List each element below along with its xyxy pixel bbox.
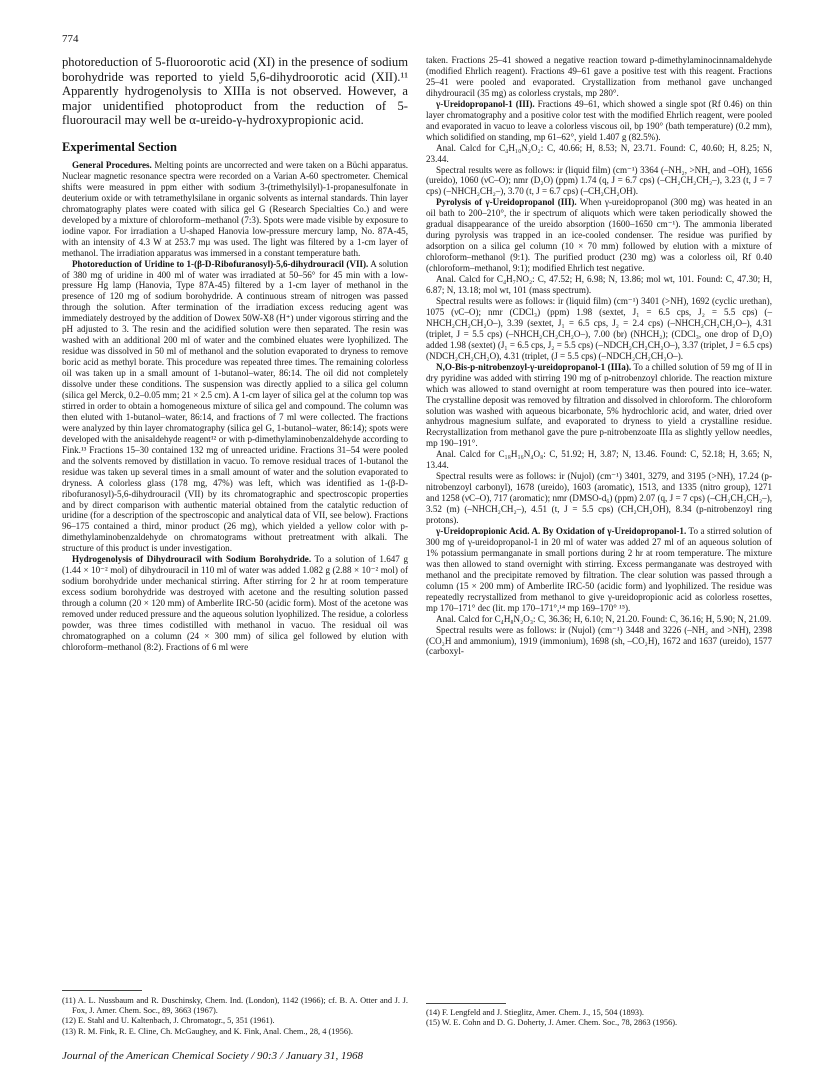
spectral-paragraph: Spectral results were as follows: ir (Nujol) (cm⁻¹) 3401, 3279, and 3195 (>NH), 17.24 (p-nitrobenzoyl carbonyl), 1678 (ureido), 1603 (aromatic), 1513, and 1335 (nitro group), 1271 and 1258 (νC–O), 717 (aromatic); nmr (DMSO-d₆) (ppm) 2.07 (q, J = 7 cps) (–CH₂CH₂CH₂–), 3.52 (m) (–NHCH₂CH₂–), 4.51 (t, J = 5.5 cps) (CH₂CH₂OH), 8.34 (p-nitrobenzoyl ring protons). — [426, 471, 772, 526]
pyrolysis-paragraph — [426, 197, 772, 274]
spectral-paragraph: Spectral results were as follows: ir (liquid film) (cm⁻¹) 3401 (>NH), 1692 (cyclic urethan), 1075 (νC–O); nmr (CDCl₃) (ppm) 1.98 (sextet, J₁ = 6.5 cps, J₂ = 5.5 cps) (–NHCH₂CH₂CH₂O–), 3.39 (sextet, J₁ = 6.5 cps, J₂ = 2.4 cps) (–NHCH₂CH₂CH₂O–), 4.31 (triplet, J = 5.5 cps) (–NHCH₂CH₂CH₂O–), 7.00 (br) (NHCH₂); (CDCl₃, one drop of D₂O) added 1.98 (sextet) (J₁ = 6.5 cps, J₂ = 5.5 cps) (–NDCH₂CH₂CH₂O–), 3.37 (triplet, J = 6.5 cps) (NDCH₂CH₂CH₂O), 4.31 (triplet, (J = 5.5 cps) (–NDCH₂CH₂CH₂O–). — [426, 295, 772, 361]
ureidopropanol-paragraph — [426, 99, 772, 143]
paragraph-text: Fractions 49–61, which showed a single spot (Rf 0.46) on thin layer chromatography and a positive color test with the modified Ehrlich reagent, were pooled and evaporated in vacuo to leave a colorless viscous oil, bp 190° (bath temperature) (0.2 mm), which solidified on standing, mp 61–62°, yield 1.407 g (82.5%). — [426, 98, 772, 142]
analysis-paragraph: Anal. Calcd for C₄H₇NO₂: C, 47.52; H, 6.98; N, 13.86; mol wt, 101. Found: C, 47.30; H, 6.87; N, 13.18; mol wt, 101 (mass spectrum). — [426, 274, 772, 296]
bis-nitrobenzoyl-paragraph — [426, 362, 772, 450]
right-column — [426, 55, 772, 657]
running-footer: Journal of the American Chemical Society / 90:3 / January 31, 1968 — [62, 1050, 364, 1062]
spectral-paragraph: Spectral results were as follows: ir (Nujol) (cm⁻¹) 3448 and 3226 (–NH₂ and >NH), 2398 (CO₂H and ammonium), 1919 (immonium), 1698 (sh, –CO₂H), 1672 and 1637 (ureido), 1577 (carboxyl- — [426, 624, 772, 657]
section-heading: Experimental Section — [62, 139, 177, 154]
footnote-rule — [62, 990, 142, 991]
hydrogenolysis-paragraph — [62, 554, 408, 653]
paragraph-text: To a chilled solution of 59 mg of II in dry pyridine was added with stirring 190 mg of p-nitrobenzoyl chloride. The reaction mixture which was allowed to stand overnight at room temperature was then poured into ice–water. The crystalline deposit was removed by filtration and dissolved in chloroform. The chloroform solution was washed with aqueous bicarbonate, 5% hydrochloric acid, and water, dried over anhydrous magnesium sulfate, and evaporated to dryness to yield a crystalline residue. Recrystallization from methanol gave the pure p-nitrobenzoate IIIa as slightly yellow needles, mp 190–191°. — [426, 361, 772, 449]
ureidopropionic-paragraph — [426, 526, 772, 614]
footnote: (15) W. E. Cohn and D. G. Doherty, J. Amer. Chem. Soc., 78, 2863 (1956). — [426, 1018, 678, 1028]
analysis-paragraph: Anal. Calcd for C₁₈H₁₆N₄O₈: C, 51.92; H, 3.87; N, 13.46. Found: C, 52.18; H, 3.65; N, 13.44. — [426, 449, 772, 471]
run-in-heading: γ-Ureidopropanol-1 (III). — [436, 98, 535, 109]
paragraph-text: To a solution of 1.647 g (1.44 × 10⁻² mol) of dihydrouracil in 110 ml of water was added 1.082 g (2.88 × 10⁻² mol) of sodium borohydride under mechanical stirring. After stirring for 2 hr at room temperature excess sodium borohydride was destroyed with acetone and the resulting solution passed through a column (20 × 120 mm) of Amberlite IRC-50 (acidic form). Most of the acetone was removed under reduced pressure and the aqueous solution lyophilized. The residue, a colorless powder, was three times codistilled with methanol in vacuo. The residual oil was chromatographed on a column (24 × 300 mm) of silica gel followed by elution with chloroform–methanol (8:2). Fractions of 6 ml were — [62, 554, 408, 652]
left-column — [62, 55, 408, 653]
footnote: (13) R. M. Fink, R. E. Cline, Ch. McGaughey, and K. Fink, Anal. Chem., 28, 4 (1956). — [62, 1026, 353, 1036]
run-in-heading: Pyrolysis of γ-Ureidopropanol (III). — [436, 197, 577, 208]
footnotes-right — [426, 1008, 772, 1028]
analysis-paragraph: Anal. Calcd for C₄H₈N₂O₃: C, 36.36; H, 6.10; N, 21.20. Found: C, 36.16; H, 5.90; N, 21.09. — [436, 613, 772, 624]
run-in-heading: Photoreduction of Uridine to 1-(β-D-Ribofuranosyl)-5,6-dihydrouracil (VII). — [72, 258, 369, 269]
paragraph-text: Melting points are uncorrected and were taken on a Büchi apparatus. Nuclear magnetic resonance spectra were recorded on a Varian A-60 spectrometer. Chemical shifts were measured in ppm either with sodium 3-(trimethylsilyl)-1-propanesulfonate in deuterium oxide or with tetramethylsilane in organic solvents as internal standards. Thin layer chromatography plates were coated with silica gel G (Research Specialties Co.) and were developed by a mixture of chloroform–methanol (7:3). Spots were made visible by exposure to iodine vapor. For irradiation a U-shaped Hanovia low-pressure mercury lamp, No. 87A-45, with an intensity of 4.3 W at 253.7 mμ was used. The light was filtered by a 1-cm layer of methanol. The irradiation apparatus was immersed in a constant temperature bath. — [62, 159, 409, 258]
run-in-heading: Hydrogenolysis of Dihydrouracil with Sodium Borohydride. — [72, 554, 312, 565]
footnotes-left — [62, 996, 408, 1037]
intro-paragraph: photoreduction of 5-fluoroorotic acid (XI) in the presence of sodium borohydride was reported to yield 5,6-dihydroorotic acid (XII).¹¹ Apparently hydrogenolysis to XIIIa is not observed. However, a major unidentified photoproduct from the reduction of 5-fluorouracil may well be α-ureido-γ-hydroxypropionic acid. — [62, 55, 408, 128]
footnote: (14) F. Lengfeld and J. Stieglitz, Amer. Chem. J., 15, 504 (1893). — [426, 1008, 644, 1017]
run-in-heading: γ-Ureidopropionic Acid. A. By Oxidation of γ-Ureidopropanol-1. — [436, 525, 687, 536]
footnote: (11) A. L. Nussbaum and R. Duschinsky, Chem. Ind. (London), 1142 (1966); cf. B. A. Otter and J. J. Fox, J. Amer. Chem. Soc., 89, 3663 (1967). — [62, 996, 408, 1016]
analysis-paragraph: Anal. Calcd for C₄H₁₀N₂O₂: C, 40.66; H, 8.53; N, 23.71. Found: C, 40.60; H, 8.25; N, 23.44. — [426, 142, 772, 164]
continued-paragraph: taken. Fractions 25–41 showed a negative reaction toward p-dimethylaminocinnamaldehyde (modified Ehrlich reagent). Fractions 49–61 gave a positive test with this reagent. Fractions 25–41 were pooled and evaporated. Crystallization from methanol gave unchanged dihydrouracil (35 mg) as colorless crystals, mp 280°. — [426, 55, 772, 98]
run-in-heading: General Procedures. — [72, 159, 152, 170]
general-procedures-paragraph — [62, 160, 408, 259]
photoreduction-paragraph — [62, 259, 408, 555]
footnote: (12) E. Stahl and U. Kaltenbach, J. Chromatogr., 5, 351 (1961). — [62, 1016, 275, 1026]
run-in-heading: N,O-Bis-p-nitrobenzoyl-γ-ureidopropanol-1 (IIIa). — [436, 361, 632, 372]
spectral-paragraph: Spectral results were as follows: ir (liquid film) (cm⁻¹) 3364 (–NH₂, >NH, and –OH), 1656 (ureido), 1060 (νC–O); nmr (D₂O) (ppm) 1.74 (q, J = 6.7 cps) (–CH₂CH₂CH₂–), 3.23 (t, J = 7 cps) (–NHCH₂CH₂–), 3.70 (t, J = 6.7 cps) (–CH₂CH₂OH). — [426, 164, 772, 197]
paragraph-text: To a stirred solution of 300 mg of γ-ureidopropanol-1 in 20 ml of water was added 27 ml of an aqueous solution of 1% potassium permanganate in small portions during 2 hr at room temperature. The mixture was then allowed to stand overnight with stirring. Excess permanganate was destroyed with methanol and the precipitate removed by filtration. The clear solution was passed through a column (15 × 200 mm) of Amberlite IRC-50 (acidic form) and lyophilized. The residue was repeatedly recrystallized from methanol to give γ-ureidopropionic acid as colorless rosettes, mp 170–171° dec (lit. mp 170–171°,¹⁴ mp 169–170° ¹⁵). — [426, 525, 772, 613]
paragraph-text: A solution of 380 mg of uridine in 400 ml of water was irradiated at 50–56° for 45 min with a low-pressure Hg lamp (Hanovia, Type 87A-45) filtered by a 1-cm layer of methanol in the presence of 120 mg of sodium borohydride. A continuous stream of nitrogen was passed through the solution. After termination of the irradiation excess reducing agent was immediately destroyed by the addition of Dowex 50W-X8 (H⁺) under vigorous stirring and the pH adjusted to 3. The resin and the acidified solution were then separated. The resin was washed with an additional 200 ml of water and the combined eluates were lyophilized. The residue was dissolved in 50 ml of methanol and the solution evaporated to dryness to remove boric acid as methyl borate. This procedure was repeated three times. The remaining colorless oil was taken up in a small amount of 1-butanol–water, 86:14. The oil did not completely dissolve under these conditions. The suspension was directly applied to a silica gel column (silica gel Merck, 0.2–0.05 mm; 21 × 2.5 cm). A 1-cm layer of silica gel at the column top was stirred in order to obtain a homogeneous mixture of silica gel and compound. The column was then eluted with 1-butanol–water, 86:14, and fractions of 7 ml were collected. The fractions were analyzed by thin layer chromatography (silica gel G, 1-butanol–water, 86:14); spots were developed with the anisaldehyde reagent¹² or with p-dimethylaminobenzaldehyde according to Fink.¹³ Fractions 15–30 contained 132 mg of unreacted uridine. Fractions 31–54 were pooled and the solvents removed by distillation in vacuo. To remove residual traces of 1-butanol the residue was taken up several times in a small amount of water and the solution evaporated to dryness. A colorless glass (178 mg, 47%) was left, which was identified as 1-(β-D-ribofuranosyl)-5,6-dihydrouracil (VII) by its chromatographic and spectroscopic properties and by direct comparison with authentic material obtained from the catalytic reduction of uridine (for a description of the spectroscopic and analytical data of VII, see below). Fractions 96–175 contained a third, minor product (26 mg), which yielded a yellow color with p-dimethylaminobenzaldehyde on chromatograms without pretreatment with alkali. The structure of this product is under investigation. — [62, 258, 408, 554]
footnote-rule — [426, 1003, 506, 1004]
page-number: 774 — [62, 33, 79, 45]
paragraph-text: When γ-ureidopropanol (300 mg) was heated in an oil bath to 200–210°, the ir spectrum of aliquots which were taken periodically showed the gradual disappearance of the ureido absorption (1600–1650 cm⁻¹). The ammonia liberated during pyrolysis was trapped in an ice-cooled condenser. The residue was purified by adsorption on a silica gel column (10 × 70 mm) followed by elution with a mixture of chloroform–methanol (9:1). The purified product (230 mg) was a colorless oil, Rf 0.40 (chloroform–methanol, 9:1); modified Ehrlich test negative. — [426, 197, 772, 274]
